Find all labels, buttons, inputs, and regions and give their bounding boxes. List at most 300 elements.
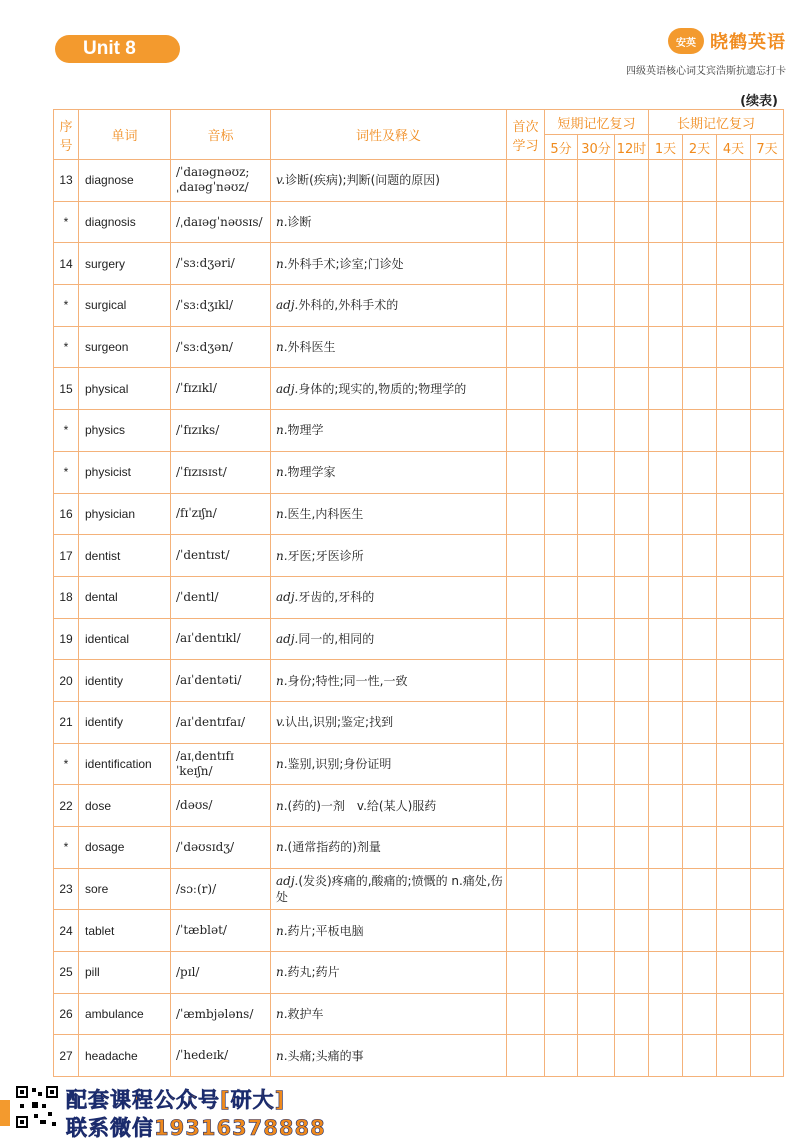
part-of-speech: n.	[276, 465, 288, 480]
review-checkbox-cell[interactable]	[683, 952, 717, 994]
review-checkbox-cell[interactable]	[545, 701, 578, 743]
definition-text: 鉴别,识别;身份证明	[287, 756, 392, 771]
row-phonetic: /fɪˈzɪʃn/	[171, 493, 271, 535]
review-checkbox-cell[interactable]	[649, 160, 683, 202]
review-checkbox-cell[interactable]	[683, 285, 717, 327]
row-phonetic: /ˈfɪzɪks/	[171, 410, 271, 452]
review-checkbox-cell[interactable]	[649, 410, 683, 452]
row-number: 16	[54, 493, 79, 535]
table-row	[54, 493, 784, 535]
table-row	[54, 660, 784, 702]
review-checkbox-cell[interactable]	[578, 701, 615, 743]
review-checkbox-cell[interactable]	[717, 201, 751, 243]
review-checkbox-cell[interactable]	[751, 618, 784, 660]
row-word: diagnose	[79, 160, 171, 202]
review-checkbox-cell[interactable]	[649, 576, 683, 618]
review-checkbox-cell[interactable]	[683, 701, 717, 743]
review-checkbox-cell[interactable]	[545, 660, 578, 702]
review-checkbox-cell[interactable]	[545, 285, 578, 327]
review-checkbox-cell[interactable]	[751, 285, 784, 327]
review-checkbox-cell[interactable]	[507, 868, 545, 910]
review-checkbox-cell[interactable]	[683, 785, 717, 827]
review-checkbox-cell[interactable]	[507, 952, 545, 994]
row-phonetic: /ˈsɜːdʒən/	[171, 326, 271, 368]
review-checkbox-cell[interactable]	[717, 410, 751, 452]
row-phonetic: /dəʊs/	[171, 785, 271, 827]
review-checkbox-cell[interactable]	[751, 743, 784, 785]
review-checkbox-cell[interactable]	[578, 910, 615, 952]
review-checkbox-cell[interactable]	[683, 493, 717, 535]
review-checkbox-cell[interactable]	[717, 952, 751, 994]
row-word: diagnosis	[79, 201, 171, 243]
row-definition	[271, 368, 507, 410]
page-subtitle: 四级英语核心词艾宾浩斯抗遗忘打卡	[626, 66, 786, 77]
review-checkbox-cell[interactable]	[578, 576, 615, 618]
unit-label: Unit 8	[55, 35, 180, 63]
review-checkbox-cell[interactable]	[578, 952, 615, 994]
footer-accent-bar	[0, 1100, 10, 1126]
table-row	[54, 576, 784, 618]
row-number: 27	[54, 1035, 79, 1077]
review-checkbox-cell[interactable]	[717, 535, 751, 577]
review-checkbox-cell[interactable]	[683, 827, 717, 869]
definition-text: 同一的,相同的	[298, 631, 375, 646]
review-checkbox-cell[interactable]	[717, 160, 751, 202]
review-checkbox-cell[interactable]	[683, 743, 717, 785]
part-of-speech: n.	[276, 423, 288, 438]
row-word: pill	[79, 952, 171, 994]
review-checkbox-cell[interactable]	[615, 618, 649, 660]
row-phonetic: /ˈhedeɪk/	[171, 1035, 271, 1077]
review-checkbox-cell[interactable]	[545, 160, 578, 202]
review-checkbox-cell[interactable]	[717, 1035, 751, 1077]
part-of-speech: v.	[276, 173, 286, 188]
review-checkbox-cell[interactable]	[507, 285, 545, 327]
review-checkbox-cell[interactable]	[717, 660, 751, 702]
review-checkbox-cell[interactable]	[717, 285, 751, 327]
review-checkbox-cell[interactable]	[578, 410, 615, 452]
review-checkbox-cell[interactable]	[751, 535, 784, 577]
review-checkbox-cell[interactable]	[751, 952, 784, 994]
row-number: *	[54, 743, 79, 785]
row-word: tablet	[79, 910, 171, 952]
review-checkbox-cell[interactable]	[578, 785, 615, 827]
review-checkbox-cell[interactable]	[717, 493, 751, 535]
review-checkbox-cell[interactable]	[615, 160, 649, 202]
review-checkbox-cell[interactable]	[649, 660, 683, 702]
review-checkbox-cell[interactable]	[545, 993, 578, 1035]
review-checkbox-cell[interactable]	[545, 410, 578, 452]
header-4day: 4天	[717, 135, 751, 160]
review-checkbox-cell[interactable]	[649, 743, 683, 785]
part-of-speech: n.	[276, 548, 288, 563]
row-definition	[271, 993, 507, 1035]
review-checkbox-cell[interactable]	[507, 451, 545, 493]
row-word: physical	[79, 368, 171, 410]
review-checkbox-cell[interactable]	[507, 993, 545, 1035]
row-word: dentist	[79, 535, 171, 577]
review-checkbox-cell[interactable]	[545, 868, 578, 910]
review-checkbox-cell[interactable]	[717, 868, 751, 910]
row-definition	[271, 868, 507, 910]
review-checkbox-cell[interactable]	[615, 743, 649, 785]
table-row	[54, 618, 784, 660]
table-row	[54, 285, 784, 327]
review-checkbox-cell[interactable]	[683, 535, 717, 577]
review-checkbox-cell[interactable]	[717, 827, 751, 869]
part-of-speech: n.	[276, 1007, 288, 1022]
review-checkbox-cell[interactable]	[717, 701, 751, 743]
review-checkbox-cell[interactable]	[751, 660, 784, 702]
review-checkbox-cell[interactable]	[507, 160, 545, 202]
row-phonetic: /ˈdaɪəgnəʊz; ˌdaɪəgˈnəʊz/	[171, 160, 271, 202]
definition-text: 头痛;头痛的事	[287, 1048, 364, 1063]
review-checkbox-cell[interactable]	[649, 285, 683, 327]
part-of-speech: n.	[276, 673, 288, 688]
review-checkbox-cell[interactable]	[507, 243, 545, 285]
review-checkbox-cell[interactable]	[649, 993, 683, 1035]
review-checkbox-cell[interactable]	[649, 618, 683, 660]
review-checkbox-cell[interactable]	[751, 410, 784, 452]
review-checkbox-cell[interactable]	[507, 910, 545, 952]
review-checkbox-cell[interactable]	[683, 993, 717, 1035]
review-checkbox-cell[interactable]	[507, 660, 545, 702]
row-phonetic: /ˈfɪzɪsɪst/	[171, 451, 271, 493]
part-of-speech: n.	[276, 256, 288, 271]
row-number: *	[54, 326, 79, 368]
row-phonetic: /ˈfɪzɪkl/	[171, 368, 271, 410]
review-checkbox-cell[interactable]	[717, 368, 751, 410]
header-first-study: 首次学习	[507, 110, 545, 160]
review-checkbox-cell[interactable]	[717, 785, 751, 827]
review-checkbox-cell[interactable]	[507, 576, 545, 618]
header-word: 单词	[79, 110, 171, 160]
review-checkbox-cell[interactable]	[615, 952, 649, 994]
review-checkbox-cell[interactable]	[545, 201, 578, 243]
review-checkbox-cell[interactable]	[717, 451, 751, 493]
definition-text: (药的)一剂 v.给(某人)服药	[287, 798, 437, 813]
review-checkbox-cell[interactable]	[649, 701, 683, 743]
definition-text: 外科医生	[287, 340, 336, 355]
review-checkbox-cell[interactable]	[751, 701, 784, 743]
part-of-speech: adj.	[276, 381, 299, 396]
review-checkbox-cell[interactable]	[751, 868, 784, 910]
table-row	[54, 952, 784, 994]
review-checkbox-cell[interactable]	[683, 868, 717, 910]
review-checkbox-cell[interactable]	[683, 160, 717, 202]
review-checkbox-cell[interactable]	[683, 618, 717, 660]
review-checkbox-cell[interactable]	[615, 493, 649, 535]
review-checkbox-cell[interactable]	[717, 326, 751, 368]
part-of-speech: n.	[276, 923, 288, 938]
review-checkbox-cell[interactable]	[751, 243, 784, 285]
review-checkbox-cell[interactable]	[683, 201, 717, 243]
review-checkbox-cell[interactable]	[545, 243, 578, 285]
row-number: 26	[54, 993, 79, 1035]
row-phonetic: /ˈsɜːdʒəri/	[171, 243, 271, 285]
row-word: identical	[79, 618, 171, 660]
review-checkbox-cell[interactable]	[578, 1035, 615, 1077]
review-checkbox-cell[interactable]	[507, 326, 545, 368]
review-checkbox-cell[interactable]	[578, 326, 615, 368]
review-checkbox-cell[interactable]	[751, 576, 784, 618]
review-checkbox-cell[interactable]	[578, 285, 615, 327]
review-checkbox-cell[interactable]	[545, 576, 578, 618]
brand	[668, 28, 786, 54]
review-checkbox-cell[interactable]	[649, 535, 683, 577]
review-checkbox-cell[interactable]	[578, 493, 615, 535]
review-checkbox-cell[interactable]	[545, 827, 578, 869]
table-row	[54, 868, 784, 910]
part-of-speech: n.	[276, 1048, 288, 1063]
review-checkbox-cell[interactable]	[615, 285, 649, 327]
review-checkbox-cell[interactable]	[751, 201, 784, 243]
row-number: *	[54, 827, 79, 869]
review-checkbox-cell[interactable]	[649, 952, 683, 994]
header-2day: 2天	[683, 135, 717, 160]
row-phonetic: /ˈæmbjələns/	[171, 993, 271, 1035]
row-phonetic: /ˈdentɪst/	[171, 535, 271, 577]
review-checkbox-cell[interactable]	[578, 868, 615, 910]
review-checkbox-cell[interactable]	[507, 701, 545, 743]
review-checkbox-cell[interactable]	[578, 535, 615, 577]
review-checkbox-cell[interactable]	[578, 743, 615, 785]
review-checkbox-cell[interactable]	[507, 827, 545, 869]
review-checkbox-cell[interactable]	[507, 493, 545, 535]
review-checkbox-cell[interactable]	[615, 201, 649, 243]
review-checkbox-cell[interactable]	[683, 910, 717, 952]
row-phonetic: /ˈdentl/	[171, 576, 271, 618]
review-checkbox-cell[interactable]	[649, 910, 683, 952]
table-row	[54, 785, 784, 827]
review-checkbox-cell[interactable]	[545, 493, 578, 535]
row-word: surgical	[79, 285, 171, 327]
review-checkbox-cell[interactable]	[649, 368, 683, 410]
row-number: 24	[54, 910, 79, 952]
row-word: sore	[79, 868, 171, 910]
part-of-speech: v.	[276, 715, 286, 730]
part-of-speech: n.	[276, 756, 288, 771]
review-checkbox-cell[interactable]	[545, 1035, 578, 1077]
review-checkbox-cell[interactable]	[649, 827, 683, 869]
row-definition	[271, 410, 507, 452]
header-5min: 5分	[545, 135, 578, 160]
table-row	[54, 160, 784, 202]
row-number: *	[54, 451, 79, 493]
review-checkbox-cell[interactable]	[615, 993, 649, 1035]
review-checkbox-cell[interactable]	[683, 1035, 717, 1077]
review-checkbox-cell[interactable]	[751, 160, 784, 202]
row-phonetic: /sɔː(r)/	[171, 868, 271, 910]
review-checkbox-cell[interactable]	[545, 326, 578, 368]
review-checkbox-cell[interactable]	[545, 618, 578, 660]
definition-text: 外科手术;诊室;门诊处	[287, 256, 404, 271]
brand-logo-icon: 安英	[668, 28, 704, 54]
definition-text: 牙齿的,牙科的	[298, 590, 375, 605]
review-checkbox-cell[interactable]	[649, 326, 683, 368]
review-checkbox-cell[interactable]	[751, 827, 784, 869]
review-checkbox-cell[interactable]	[683, 451, 717, 493]
review-checkbox-cell[interactable]	[717, 993, 751, 1035]
table-row	[54, 410, 784, 452]
review-checkbox-cell[interactable]	[717, 910, 751, 952]
review-checkbox-cell[interactable]	[545, 535, 578, 577]
row-word: identification	[79, 743, 171, 785]
review-checkbox-cell[interactable]	[615, 660, 649, 702]
review-checkbox-cell[interactable]	[545, 952, 578, 994]
row-number: *	[54, 410, 79, 452]
watermark-line-1: 配套课程公众号[研大]	[66, 1088, 286, 1112]
review-checkbox-cell[interactable]	[545, 743, 578, 785]
definition-text: 诊断(疾病);判断(问题的原因)	[285, 173, 440, 188]
row-definition	[271, 618, 507, 660]
row-definition	[271, 326, 507, 368]
review-checkbox-cell[interactable]	[751, 1035, 784, 1077]
row-word: physicist	[79, 451, 171, 493]
row-number: 15	[54, 368, 79, 410]
review-checkbox-cell[interactable]	[615, 868, 649, 910]
review-checkbox-cell[interactable]	[717, 243, 751, 285]
row-word: physics	[79, 410, 171, 452]
review-checkbox-cell[interactable]	[751, 451, 784, 493]
review-checkbox-cell[interactable]	[615, 576, 649, 618]
row-definition	[271, 827, 507, 869]
review-checkbox-cell[interactable]	[683, 576, 717, 618]
review-checkbox-cell[interactable]	[615, 701, 649, 743]
review-checkbox-cell[interactable]	[615, 827, 649, 869]
part-of-speech: n.	[276, 798, 288, 813]
review-checkbox-cell[interactable]	[615, 910, 649, 952]
definition-text: 诊断	[287, 215, 312, 230]
part-of-speech: adj.	[276, 631, 299, 646]
review-checkbox-cell[interactable]	[751, 993, 784, 1035]
header-short-term: 短期记忆复习	[545, 110, 649, 135]
table-row	[54, 993, 784, 1035]
part-of-speech: n.	[276, 840, 288, 855]
review-checkbox-cell[interactable]	[683, 243, 717, 285]
review-checkbox-cell[interactable]	[545, 451, 578, 493]
row-number: 21	[54, 701, 79, 743]
header-12h: 12时	[615, 135, 649, 160]
review-checkbox-cell[interactable]	[578, 368, 615, 410]
row-word: ambulance	[79, 993, 171, 1035]
review-checkbox-cell[interactable]	[683, 368, 717, 410]
review-checkbox-cell[interactable]	[649, 451, 683, 493]
review-checkbox-cell[interactable]	[578, 827, 615, 869]
row-phonetic: /ˈdəʊsɪdʒ/	[171, 827, 271, 869]
review-checkbox-cell[interactable]	[683, 326, 717, 368]
review-checkbox-cell[interactable]	[578, 243, 615, 285]
vocab-table	[53, 109, 784, 1077]
row-number: 13	[54, 160, 79, 202]
row-word: headache	[79, 1035, 171, 1077]
review-checkbox-cell[interactable]	[545, 785, 578, 827]
review-checkbox-cell[interactable]	[507, 618, 545, 660]
review-checkbox-cell[interactable]	[545, 910, 578, 952]
definition-text: 物理学	[287, 423, 324, 438]
review-checkbox-cell[interactable]	[615, 410, 649, 452]
table-row	[54, 243, 784, 285]
review-checkbox-cell[interactable]	[615, 451, 649, 493]
table-row	[54, 368, 784, 410]
review-checkbox-cell[interactable]	[615, 785, 649, 827]
continued-label: (续表)	[740, 94, 778, 109]
review-checkbox-cell[interactable]	[578, 618, 615, 660]
review-checkbox-cell[interactable]	[717, 618, 751, 660]
review-checkbox-cell[interactable]	[751, 785, 784, 827]
review-checkbox-cell[interactable]	[649, 201, 683, 243]
review-checkbox-cell[interactable]	[545, 368, 578, 410]
review-checkbox-cell[interactable]	[507, 368, 545, 410]
review-checkbox-cell[interactable]	[649, 493, 683, 535]
review-checkbox-cell[interactable]	[578, 451, 615, 493]
review-checkbox-cell[interactable]	[615, 243, 649, 285]
header-1day: 1天	[649, 135, 683, 160]
review-checkbox-cell[interactable]	[615, 1035, 649, 1077]
review-checkbox-cell[interactable]	[615, 368, 649, 410]
review-checkbox-cell[interactable]	[507, 201, 545, 243]
review-checkbox-cell[interactable]	[649, 868, 683, 910]
definition-text: 身份;特性;同一性,一致	[287, 673, 408, 688]
definition-text: 医生,内科医生	[287, 506, 364, 521]
row-phonetic: /aɪˈdentəti/	[171, 660, 271, 702]
review-checkbox-cell[interactable]	[751, 910, 784, 952]
row-word: identify	[79, 701, 171, 743]
review-checkbox-cell[interactable]	[683, 410, 717, 452]
review-checkbox-cell[interactable]	[751, 326, 784, 368]
review-checkbox-cell[interactable]	[717, 576, 751, 618]
part-of-speech: n.	[276, 506, 288, 521]
review-checkbox-cell[interactable]	[683, 660, 717, 702]
review-checkbox-cell[interactable]	[507, 743, 545, 785]
row-word: physician	[79, 493, 171, 535]
review-checkbox-cell[interactable]	[615, 535, 649, 577]
definition-text: (发炎)疼痛的,酸痛的;愤慨的 n.痛处,伤处	[276, 874, 503, 905]
review-checkbox-cell[interactable]	[507, 1035, 545, 1077]
row-definition	[271, 701, 507, 743]
part-of-speech: adj.	[276, 874, 299, 889]
definition-text: 认出,识别;鉴定;找到	[285, 715, 394, 730]
review-checkbox-cell[interactable]	[751, 493, 784, 535]
review-checkbox-cell[interactable]	[578, 993, 615, 1035]
row-number: 25	[54, 952, 79, 994]
review-checkbox-cell[interactable]	[578, 160, 615, 202]
review-checkbox-cell[interactable]	[507, 785, 545, 827]
review-checkbox-cell[interactable]	[649, 1035, 683, 1077]
row-phonetic: /aɪˈdentɪkl/	[171, 618, 271, 660]
row-number: 20	[54, 660, 79, 702]
review-checkbox-cell[interactable]	[717, 743, 751, 785]
row-number: *	[54, 201, 79, 243]
row-phonetic: /aɪˈdentɪfaɪ/	[171, 701, 271, 743]
review-checkbox-cell[interactable]	[649, 785, 683, 827]
table-row	[54, 326, 784, 368]
review-checkbox-cell[interactable]	[615, 326, 649, 368]
row-number: 19	[54, 618, 79, 660]
review-checkbox-cell[interactable]	[751, 368, 784, 410]
review-checkbox-cell[interactable]	[578, 201, 615, 243]
review-checkbox-cell[interactable]	[649, 243, 683, 285]
row-word: dental	[79, 576, 171, 618]
row-definition	[271, 910, 507, 952]
row-phonetic: /aɪˌdentɪfɪˈkeɪʃn/	[171, 743, 271, 785]
review-checkbox-cell[interactable]	[507, 410, 545, 452]
review-checkbox-cell[interactable]	[507, 535, 545, 577]
row-definition	[271, 160, 507, 202]
row-word: surgery	[79, 243, 171, 285]
row-number: 14	[54, 243, 79, 285]
review-checkbox-cell[interactable]	[578, 660, 615, 702]
